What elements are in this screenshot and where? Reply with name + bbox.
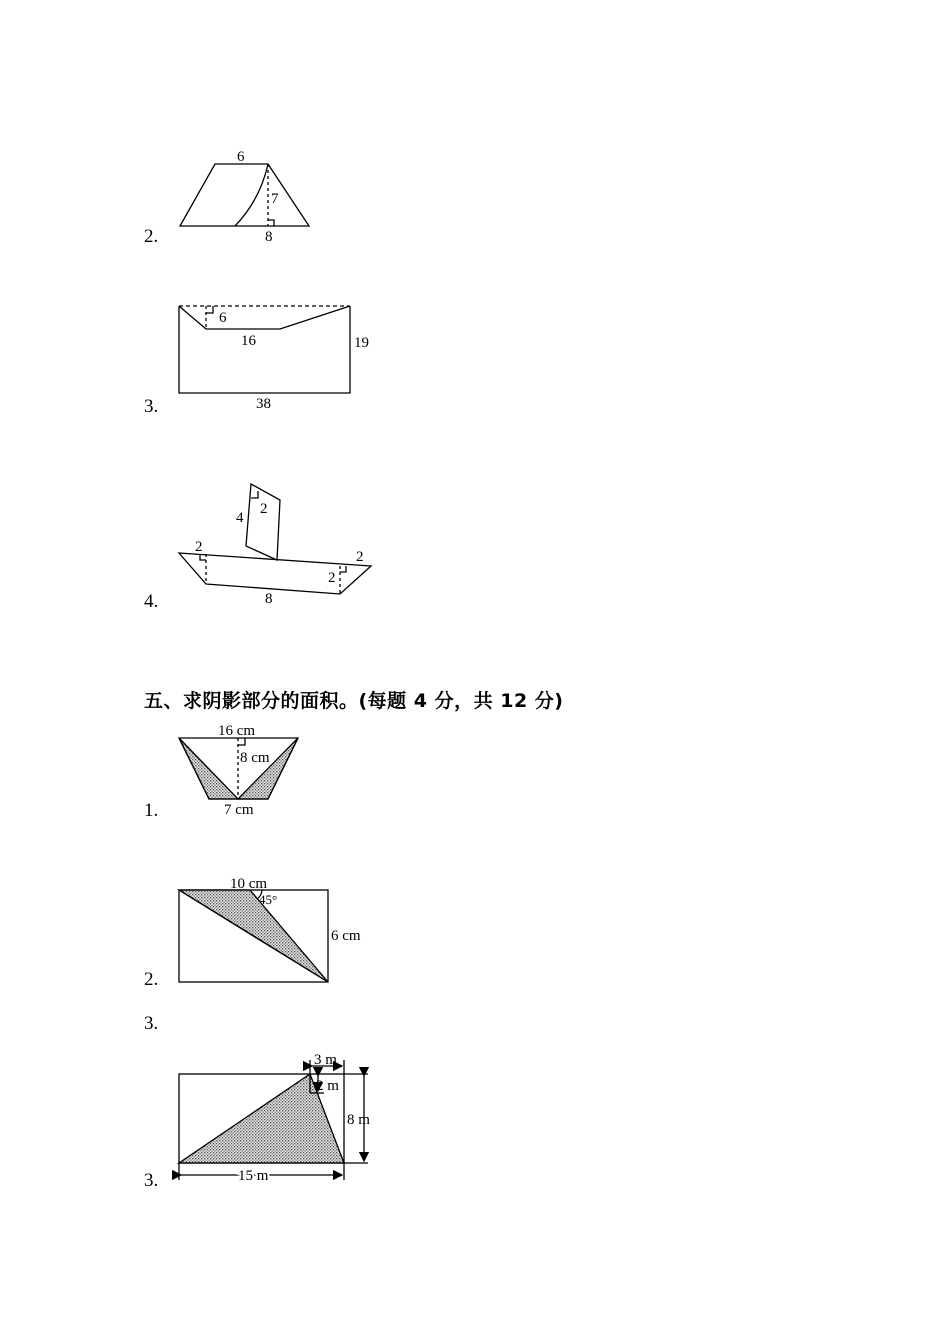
label-5-2-right: 6 cm (331, 928, 361, 944)
label-4-3-bottom: 38 (256, 396, 271, 412)
item-number-5-3b: 3. (144, 1170, 159, 1191)
figure-4-4 (179, 484, 371, 594)
label-4-4-left-height: 2 (195, 539, 203, 555)
label-4-4-para-height: 2 (260, 501, 268, 517)
item-number-5-1: 1. (144, 800, 159, 821)
label-5-1-top: 16 cm (218, 723, 256, 739)
item-number-4-3: 3. (144, 396, 159, 417)
label-4-3-right: 19 (354, 335, 369, 351)
figure-5-3 (179, 1060, 368, 1180)
label-4-4-para-side: 4 (236, 510, 244, 526)
figure-5-2 (179, 890, 328, 982)
label-5-3-bottom: 15 m (238, 1168, 269, 1184)
figure-4-2 (180, 164, 309, 226)
item-number-5-3a: 3. (144, 1013, 159, 1034)
label-4-3-inner-height: 6 (219, 310, 227, 326)
section-heading: 五、求阴影部分的面积。(每题 4 分，共 12 分) (144, 690, 564, 712)
label-5-3-top: 3 m (314, 1052, 337, 1068)
label-5-2-angle: 45° (259, 892, 278, 907)
label-5-2-top: 10 cm (230, 876, 268, 892)
figure-4-3 (179, 306, 350, 393)
item-number-5-2: 2. (144, 969, 159, 990)
item-number-4-2: 2. (144, 226, 159, 247)
label-4-4-base: 8 (265, 591, 273, 607)
label-5-3-right: 8 m (347, 1112, 370, 1128)
label-4-2-top: 6 (237, 149, 245, 165)
figure-5-1 (179, 738, 298, 799)
label-5-3-inner: 2 m (316, 1078, 339, 1094)
label-4-2-base: 8 (265, 229, 273, 245)
label-5-1-bottom: 7 cm (224, 802, 254, 818)
label-4-4-right-top: 2 (356, 549, 364, 565)
item-number-4-4: 4. (144, 591, 159, 612)
label-4-4-right-height: 2 (328, 570, 336, 586)
label-5-1-height: 8 cm (240, 750, 270, 766)
label-4-3-inner-base: 16 (241, 333, 256, 349)
label-4-2-height: 7 (271, 191, 279, 207)
